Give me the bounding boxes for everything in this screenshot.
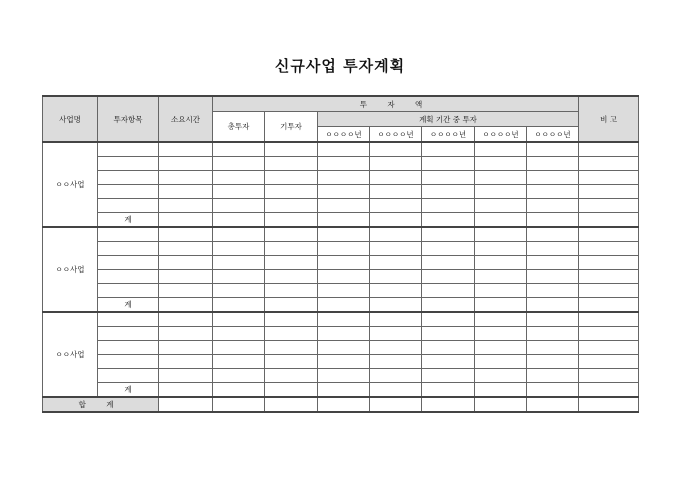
data-cell (318, 284, 370, 298)
data-cell (213, 199, 265, 213)
data-cell (579, 355, 639, 369)
header-business-name: 사업명 (43, 96, 98, 142)
data-cell (318, 397, 370, 412)
business-name-cell: ㅇㅇ사업 (43, 312, 98, 397)
data-cell (475, 270, 527, 284)
data-cell (579, 298, 639, 313)
data-cell (213, 284, 265, 298)
data-cell (422, 341, 475, 355)
table-row (43, 284, 639, 298)
data-cell (265, 185, 318, 199)
data-cell (422, 284, 475, 298)
data-cell (527, 185, 579, 199)
data-cell (213, 171, 265, 185)
data-cell (213, 327, 265, 341)
data-cell (579, 142, 639, 157)
table-row (43, 171, 639, 185)
data-cell (318, 327, 370, 341)
data-cell (265, 312, 318, 327)
data-cell (475, 397, 527, 412)
investment-item-cell (98, 270, 159, 284)
data-cell (527, 298, 579, 313)
data-cell (422, 355, 475, 369)
data-cell (213, 270, 265, 284)
data-cell (159, 298, 213, 313)
data-cell (265, 327, 318, 341)
header-remarks: 비 고 (579, 96, 639, 142)
data-cell (159, 397, 213, 412)
data-cell (475, 256, 527, 270)
table-row (43, 256, 639, 270)
data-cell (370, 185, 422, 199)
data-cell (370, 227, 422, 242)
data-cell (579, 369, 639, 383)
investment-item-cell (98, 256, 159, 270)
investment-item-cell (98, 242, 159, 256)
data-cell (422, 397, 475, 412)
data-cell (213, 185, 265, 199)
data-cell (159, 256, 213, 270)
data-cell (475, 284, 527, 298)
header-year: ㅇㅇㅇㅇ년 (475, 127, 527, 143)
header-required-time: 소요시간 (159, 96, 213, 142)
data-cell (213, 369, 265, 383)
data-cell (265, 369, 318, 383)
data-cell (318, 298, 370, 313)
investment-item-cell (98, 341, 159, 355)
investment-item-cell (98, 227, 159, 242)
data-cell (318, 312, 370, 327)
data-cell (370, 341, 422, 355)
data-cell (370, 199, 422, 213)
data-cell (370, 397, 422, 412)
data-cell (475, 142, 527, 157)
data-cell (422, 270, 475, 284)
data-cell (527, 242, 579, 256)
data-cell (159, 312, 213, 327)
table-row (43, 227, 639, 242)
data-cell (159, 284, 213, 298)
data-cell (579, 199, 639, 213)
data-cell (265, 157, 318, 171)
header-total-investment: 총투자 (213, 112, 265, 143)
data-cell (579, 284, 639, 298)
data-cell (265, 213, 318, 228)
data-cell (159, 185, 213, 199)
data-cell (475, 171, 527, 185)
data-cell (318, 242, 370, 256)
data-cell (159, 213, 213, 228)
data-cell (527, 142, 579, 157)
investment-item-cell (98, 199, 159, 213)
data-cell (527, 157, 579, 171)
data-cell (213, 213, 265, 228)
table-row (43, 369, 639, 383)
data-cell (159, 199, 213, 213)
data-cell (527, 327, 579, 341)
data-cell (579, 270, 639, 284)
data-cell (159, 227, 213, 242)
data-cell (475, 312, 527, 327)
document-title: 신규사업 투자계획 (274, 57, 406, 75)
data-cell (422, 383, 475, 398)
data-cell (475, 341, 527, 355)
investment-item-cell (98, 284, 159, 298)
data-cell (265, 341, 318, 355)
subtotal-row (43, 298, 639, 313)
table-row (43, 142, 639, 157)
data-cell (579, 185, 639, 199)
header-year: ㅇㅇㅇㅇ년 (318, 127, 370, 143)
table-row (43, 312, 639, 327)
data-cell (159, 157, 213, 171)
header-year: ㅇㅇㅇㅇ년 (527, 127, 579, 143)
data-cell (579, 341, 639, 355)
data-cell (213, 397, 265, 412)
data-cell (527, 383, 579, 398)
data-cell (422, 327, 475, 341)
data-cell (213, 383, 265, 398)
data-cell (159, 341, 213, 355)
data-cell (159, 270, 213, 284)
data-cell (579, 383, 639, 398)
data-cell (527, 312, 579, 327)
data-cell (370, 171, 422, 185)
data-cell (422, 142, 475, 157)
data-cell (527, 213, 579, 228)
data-cell (579, 397, 639, 412)
data-cell (475, 185, 527, 199)
data-cell (422, 171, 475, 185)
data-cell (527, 270, 579, 284)
data-cell (527, 341, 579, 355)
data-cell (318, 355, 370, 369)
investment-item-cell (98, 355, 159, 369)
data-cell (527, 199, 579, 213)
data-cell (370, 312, 422, 327)
subtotal-label: 계 (98, 298, 159, 313)
data-cell (422, 312, 475, 327)
data-cell (265, 242, 318, 256)
data-cell (475, 355, 527, 369)
data-cell (318, 270, 370, 284)
data-cell (265, 383, 318, 398)
data-cell (475, 199, 527, 213)
data-cell (527, 256, 579, 270)
header-year: ㅇㅇㅇㅇ년 (370, 127, 422, 143)
data-cell (475, 157, 527, 171)
data-cell (527, 171, 579, 185)
data-cell (318, 171, 370, 185)
data-cell (370, 157, 422, 171)
data-cell (579, 227, 639, 242)
header-year: ㅇㅇㅇㅇ년 (422, 127, 475, 143)
data-cell (318, 341, 370, 355)
data-cell (475, 383, 527, 398)
data-cell (422, 242, 475, 256)
data-cell (422, 157, 475, 171)
header-investment-amount: 투 자 액 (213, 96, 579, 112)
data-cell (370, 383, 422, 398)
data-cell (370, 213, 422, 228)
data-cell (422, 199, 475, 213)
investment-item-cell (98, 369, 159, 383)
data-cell (370, 256, 422, 270)
data-cell (527, 227, 579, 242)
data-cell (318, 142, 370, 157)
data-cell (422, 298, 475, 313)
data-cell (159, 369, 213, 383)
data-cell (213, 312, 265, 327)
data-cell (213, 298, 265, 313)
data-cell (422, 256, 475, 270)
header-prior-investment: 기투자 (265, 112, 318, 143)
data-cell (265, 171, 318, 185)
data-cell (579, 213, 639, 228)
investment-item-cell (98, 312, 159, 327)
data-cell (422, 185, 475, 199)
data-cell (370, 142, 422, 157)
data-cell (265, 284, 318, 298)
table-row (43, 270, 639, 284)
data-cell (213, 157, 265, 171)
data-cell (159, 383, 213, 398)
data-cell (370, 270, 422, 284)
grand-total-row (43, 397, 639, 412)
data-cell (527, 397, 579, 412)
investment-item-cell (98, 171, 159, 185)
data-cell (370, 369, 422, 383)
table-row (43, 185, 639, 199)
subtotal-row (43, 383, 639, 398)
data-cell (265, 227, 318, 242)
data-cell (318, 227, 370, 242)
data-cell (370, 298, 422, 313)
data-cell (370, 327, 422, 341)
data-cell (159, 142, 213, 157)
data-cell (422, 227, 475, 242)
data-cell (213, 142, 265, 157)
table-row (43, 341, 639, 355)
data-cell (159, 171, 213, 185)
data-cell (370, 242, 422, 256)
data-cell (265, 199, 318, 213)
grand-total-label: 합 계 (43, 397, 159, 412)
header-planned-period: 계획 기간 중 투자 (318, 112, 579, 127)
data-cell (265, 298, 318, 313)
investment-item-cell (98, 185, 159, 199)
data-cell (475, 227, 527, 242)
data-cell (579, 242, 639, 256)
data-cell (370, 284, 422, 298)
data-cell (527, 369, 579, 383)
data-cell (475, 327, 527, 341)
subtotal-label: 계 (98, 383, 159, 398)
data-cell (579, 312, 639, 327)
investment-item-cell (98, 327, 159, 341)
table-row (43, 355, 639, 369)
data-cell (422, 213, 475, 228)
data-cell (318, 185, 370, 199)
data-cell (265, 270, 318, 284)
data-cell (265, 397, 318, 412)
data-cell (213, 227, 265, 242)
investment-item-cell (98, 157, 159, 171)
data-cell (265, 256, 318, 270)
table-row (43, 157, 639, 171)
data-cell (579, 157, 639, 171)
data-cell (422, 369, 475, 383)
data-cell (527, 284, 579, 298)
data-cell (265, 355, 318, 369)
data-cell (318, 369, 370, 383)
data-cell (318, 213, 370, 228)
data-cell (213, 256, 265, 270)
table-row (43, 199, 639, 213)
data-cell (475, 369, 527, 383)
data-cell (318, 199, 370, 213)
investment-item-cell (98, 142, 159, 157)
data-cell (318, 383, 370, 398)
data-cell (318, 157, 370, 171)
data-cell (475, 213, 527, 228)
table-row (43, 327, 639, 341)
data-cell (318, 256, 370, 270)
data-cell (475, 242, 527, 256)
data-cell (370, 355, 422, 369)
investment-plan-table (42, 95, 639, 413)
business-name-cell: ㅇㅇ사업 (43, 227, 98, 312)
table-row (43, 242, 639, 256)
header-investment-item: 투자항목 (98, 96, 159, 142)
data-cell (159, 242, 213, 256)
data-cell (579, 256, 639, 270)
business-name-cell: ㅇㅇ사업 (43, 142, 98, 227)
data-cell (159, 327, 213, 341)
data-cell (475, 298, 527, 313)
data-cell (213, 242, 265, 256)
data-cell (265, 142, 318, 157)
data-cell (579, 171, 639, 185)
subtotal-row (43, 213, 639, 228)
data-cell (159, 355, 213, 369)
data-cell (213, 341, 265, 355)
data-cell (213, 355, 265, 369)
data-cell (579, 327, 639, 341)
subtotal-label: 계 (98, 213, 159, 228)
data-cell (527, 355, 579, 369)
